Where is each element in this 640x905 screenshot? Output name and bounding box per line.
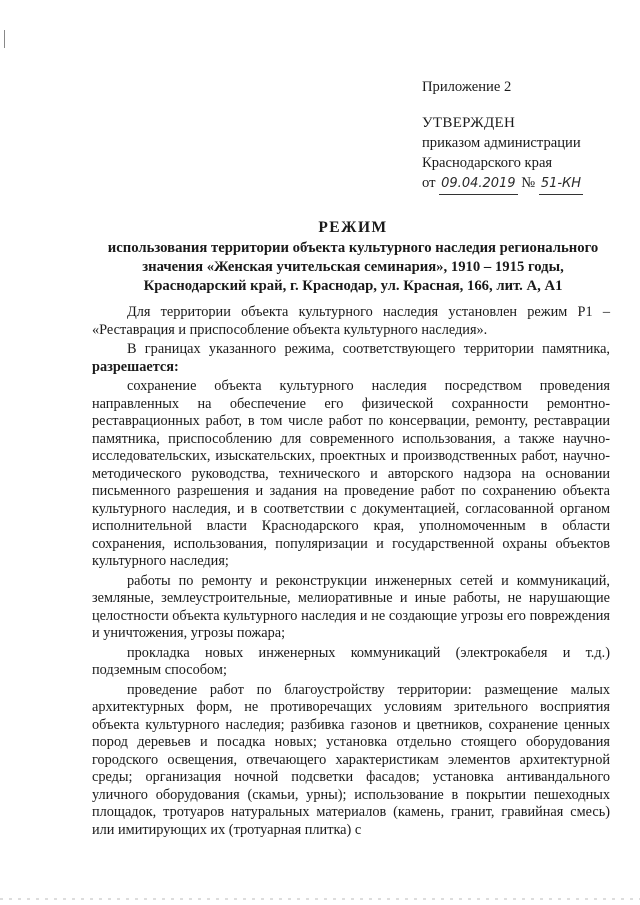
paragraph-landscaping: проведение работ по благоустройству территории: размещение малых архитектурных форм, не противоречащих условиям зрительного восприятия объекта культурного наследия; разбивка газонов и цветников, сохранение ценных пород деревьев и посадка новых; установка отдельно стоящего оборудования городского освещения, отвечающего характеристикам элементов архитектурной среды; организация ночной подсветки фасадов; установка антивандального уличного оборудования (скамьи, урны); использование в покрытии пешеходных площадок, тротуаров натуральных материалов (камень, гранит, гравийная смесь) или имитирующих их (тротуарная плитка) с: [92, 681, 610, 838]
paragraph-preservation: сохранение объекта культурного наследия посредством проведения направленных на обеспечение его физической сохранности ремонтно-реставрационных работ, в том числе работ по консервации, ремонту, реставрации памятника, приспособлению для современного использования, а также научно-исследовательских, изыскательских, проектных и производственных работ, научно-методического руководства, технического и авторского надзора на основании письменного разрешения и задания на проведение работ по сохранению объекта культурного наследия, и в соответствии с документацией, согласованной органом исполнительной власти Краснодарского края, уполномоченным в области сохранения, использования, популяризации и государственной охраны объектов культурного наследия;: [92, 378, 610, 569]
appendix-label: Приложение 2: [422, 79, 512, 95]
paragraph-regime: Для территории объекта культурного наследия установлен режим Р1 – «Реставрация и приспособление объекта культурного наследия».: [92, 304, 610, 338]
approval-line-2: Краснодарского края: [422, 155, 553, 171]
permitted-intro: В границах указанного режима, соответствующего территории памятника,: [127, 341, 610, 357]
margin-mark: [4, 30, 5, 48]
paragraph-underground-cables: прокладка новых инженерных коммуникаций (электрокабеля и т.д.) подземным способом;: [92, 644, 610, 678]
handwritten-number: 51-КН: [539, 174, 583, 195]
subtitle-line-2: значения «Женская учительская семинария», 1910 – 1915 годы,: [142, 259, 564, 275]
body-text: [92, 304, 610, 839]
handwritten-date: 09.04.2019: [439, 174, 517, 195]
from-label: от: [422, 175, 436, 191]
subtitle-line-3: Краснодарский край, г. Краснодар, ул. Красная, 166, лит. А, А1: [143, 278, 563, 294]
title-block: [92, 217, 614, 296]
paragraph-permitted: [92, 341, 610, 376]
approval-block: [422, 77, 632, 195]
subtitle-line-1: использования территории объекта культурного наследия регионального: [107, 240, 599, 256]
scan-edge: [0, 898, 640, 900]
permitted-label: разрешается:: [92, 358, 179, 375]
paragraph-engineering-works: работы по ремонту и реконструкции инженерных сетей и коммуникаций, земляные, землеустроительные, мелиоративные и иные работы, не нарушающие целостности объекта культурного наследия и не создающие угрозы его повреждения и уничтожения, угрозы пожара;: [92, 572, 610, 641]
approval-line-1: приказом администрации: [422, 135, 581, 151]
approval-date-line: [422, 173, 632, 195]
document-heading: РЕЖИМ: [318, 219, 388, 236]
number-label: №: [521, 175, 536, 191]
approved-label: УТВЕРЖДЕН: [422, 115, 516, 131]
